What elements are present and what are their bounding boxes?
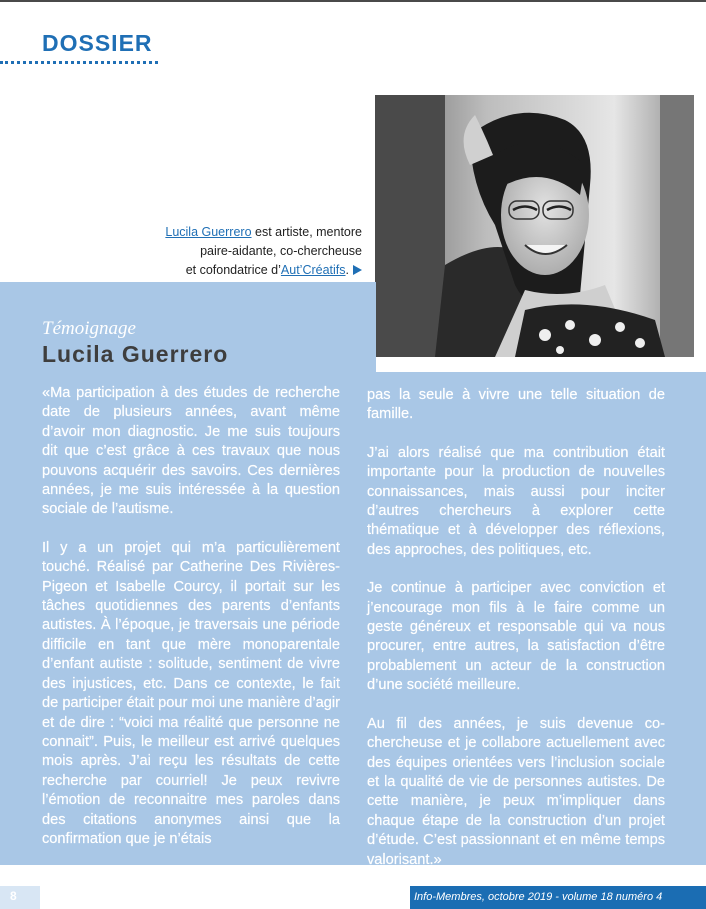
- section-title: DOSSIER: [42, 30, 153, 56]
- paragraph: Je continue à participer avec conviction et j’encourage mon fils à le faire comme un geste généreux et responsable qui va nous procurer, entre autres, la satisfaction d’être probablement un acteur de la construction d’une société meilleure.: [367, 580, 665, 694]
- article-kicker: Témoignage: [42, 318, 136, 339]
- paragraph: pas la seule à vivre une telle situation de famille.: [367, 387, 665, 423]
- paragraph: «Ma participation à des études de recherche date de plusieurs années, avant même d’avoir mon diagnostic. Je me suis toujours dit que c’est grâce à ces travaux que nous pouvons acquérir des savoirs. Ces dernières années, je me suis intéressée à la question sociale de l’autisme.: [42, 385, 340, 518]
- top-rule: [0, 0, 706, 2]
- caption-line3-post: .: [345, 263, 349, 277]
- article-column-right: [367, 386, 665, 889]
- caption-line1: est artiste, mentore: [251, 225, 362, 239]
- photo-caption: [142, 223, 362, 280]
- caption-line2: paire-aidante, co-chercheuse: [200, 244, 362, 258]
- paragraph: J’ai alors réalisé que ma contribution était importante pour la production de nouvelles connaissances, mais aussi pour inciter d’autres chercheurs à explorer cette thématique et à développer des réflexions, des approches, des politiques, etc.: [367, 444, 665, 558]
- page-number-tab: [0, 886, 40, 909]
- triangle-right-icon[interactable]: [353, 265, 362, 275]
- article-column-left: [42, 384, 340, 868]
- portrait-photo: [375, 95, 694, 357]
- page-number: 8: [10, 889, 17, 903]
- article-author-name: Lucila Guerrero: [42, 341, 229, 367]
- caption-org-link[interactable]: Aut’Créatifs: [280, 263, 346, 277]
- caption-name-link[interactable]: Lucila Guerrero: [165, 225, 252, 239]
- section-dotted-rule: [0, 61, 158, 64]
- publication-info: Info-Membres, octobre 2019 - volume 18 numéro 4: [414, 891, 663, 903]
- caption-line3-pre: et cofondatrice d’: [185, 263, 281, 277]
- paragraph: Au fil des années, je suis devenue co-chercheuse et je collabore actuellement avec des équipes orientées vers l’inclusion sociale et la qualité de vie de personnes autistes. De cette manière, je peux m’impliquer dans chaque étape de la construction d’un projet d’étude. C’est passionnant et en même temps valorisant.»: [367, 715, 665, 868]
- paragraph: Il y a un projet qui m’a particulièrement touché. Réalisé par Catherine Des Rivières-Pigeon et Isabelle Courcy, il portait sur les tâches quotidiennes des parents d’enfants autistes. À l’époque, je traversais une période difficile en tant que mère monoparentale d’enfant autiste : solitude, sentiment de vivre des injustices, etc. Dans ce contexte, le fait de participer était pour moi une manière d’agir et de dire : “voici ma réalité que personne ne connait”. Puis, le meilleur est arrivé quelques mois après. J’ai reçu les résultats de cette recherche par courriel! Je peux revivre l’émotion de reconnaitre mes paroles dans des citations anonymes ainsi que la confirmation que je n’étais: [42, 539, 340, 847]
